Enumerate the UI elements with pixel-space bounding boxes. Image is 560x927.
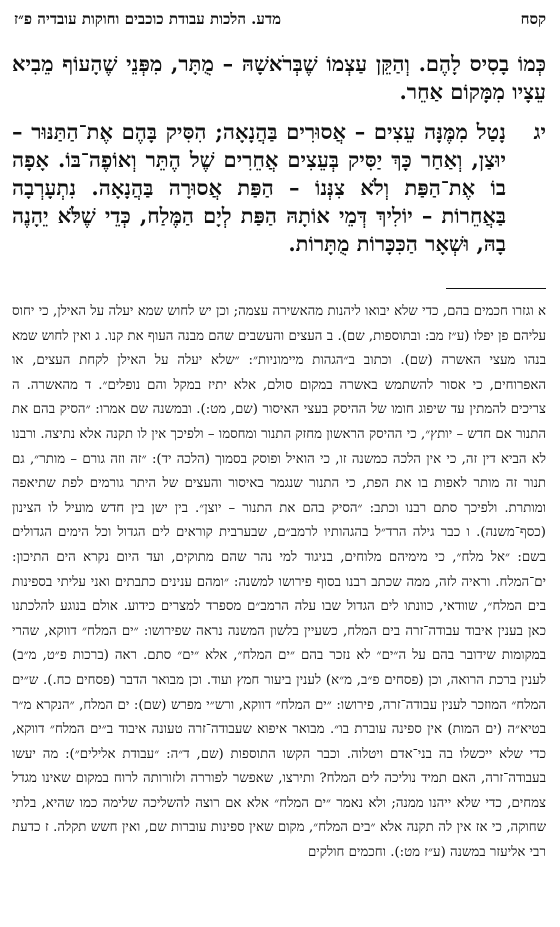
halacha-paragraph [12, 118, 546, 258]
page-header [14, 10, 546, 32]
footnote-divider [446, 288, 546, 289]
page-number: קסח [520, 10, 546, 28]
main-text [12, 50, 546, 258]
running-title: מדע. הלכות עבודת כוכבים וחוקות עובדיה פ״ז [14, 10, 281, 28]
footnotes-text: א וגזרו חכמים בהם, כדי שלא יבואו ליהנות מהאשירה עצמה; וכן יש לחוש שמא יעלה על האילן, כי יחוס עליהם פן יפלו (ע״ז מב: ובתוספות, שם). ב העצים והעשבים שהם מבנה העוף את קנו. ג ואין לחוש שמא בנהו מעצי האשרה (שם). וכתוב ב״הגהות מיימוניות״: ״שלא יעלה על האילן לקחת העצים, או האפרוחים, כי אסור להשתמש באשרה במקום סולם, אלא יתיז במקל והם נופלים״. ד מהאשרה. ה צריכים להמתין עד שיפוג חומו של ההיסק בעצי האיסור (שם, מט:). ובמשנה שם אמרו: ״הסיק בהם את התנור אם חדש – יותץ״, כי ההיסק הראשון מחזק התנור ומחסמו – ולפיכך אין לו תקנה אלא נתיצה. ורבנו לא הביא דין זה, כי אין הלכה כמשנה זו, כי הואיל ופוסק בסמוך (הלכה יד): ״זה וזה גורם – מותר״, גם תנור זה מותר לאפות בו את הפת, כי התנור שנגמר באיסור והעצים של היתר גורמים לפת שתיאפה ומותרת. ולפיכך סתם רבנו וכתב: ״הסיק בהם את התנור – יוצן״. בין ישן בין חדש מועיל לו הצינון (כסף־משנה). ו כבר גילה הרד״ל בהגהותיו לרמב״ם, שבערבית קוראים לים הגדול וכל הימים הגדולים בשם: ״אל מלח״, כי מימיהם מלוחים, בניגוד למי נהר שהם מתוקים, ועד היום נקרא הים התיכון: ים־המלח. וראיה לזה, ממה שכתב רבנו בסוף פירושו למשנה: ״ומהם ענינים כתבתים ואני עליתי בספינות בים המלח״, שוודאי, כוונתו לים הגדול שבו עלה הרמב״ם מספרד למצרים כידוע. אולם בנוגע להלכתנו כאן בענין איבוד עבודה־זרה בים המלח, כשעיין בלשון המשנה נראה שפירושו: ״ים המלח״ דווקא, שהרי במקומות שידובר בהם על ה״ים״ לא נזכר בהם ״ים המלח״, אלא ״ים״ סתם. ראה (ברכות פ״ט, מ״ב) לענין ברכת הרואה, וכן (פסחים פ״ב, מ״א) לענין ביעור חמץ ועוד. וכן מבואר הדבר (פסחים כח.). ש״ים המלח״ המוזכר לענין עבודה־זרה, פירושו: ״ים המלח״ דווקא, ורש״י מפרש (שם): ים המלח, ״הנקרא מ״ר בטיא״ה (ים המות) אין ספינה עוברת בו״. מבואר איפוא שעבודה־זרה טעונה איבוד ב״ים המלח״ דווקא, כדי שלא ייכשלו בה בני־אדם ויטלוה. וכבר הקשו התוספות (שם, ד״ה: ״עבודת אלילים״): מה יעשו בעבודה־זרה, האם תמיד נוליכה לים המלח? ותירצו, שאפשר לפוררה ולזורותה לרוח במקום שאינו מגדל צמחים, כדי שלא ייהנו ממנה; ולא נאמר ״ים המלח״ אלא אם רוצה להשליכה שלימה כמו שהיא, בלתי שחוקה, כי אז אין לה תקנה אלא ״בים המלח״, מקום שאין ספינות עוברות שם, ואין חשש תקלה. ז כדעת רבי אליעזר במשנה (ע״ז מט:). וחכמים חולקים [12, 304, 546, 861]
halacha-text: נָטַל מִמֶּנָּה עֵצִים – אֲסוּרִים בַּהֲנָאָה; הִסִּיק בָּהֶם אֶת־הַתַּנּוּר – יוּצַן, וְאַחַר כָּךְ יַסִּיק בְּעֵצִים אֲחֵרִים שֶׁל הֶתֵּר וְאוֹפֶה־בּוֹ. אָפָה בוֹ אֶת־הַפַּת וְלֹא צִנְּנוֹ – הַפַּת אֲסוּרָה בַּהֲנָאָה. נִתְעָרְבָה בַּאֲחֵרוֹת – יוֹלִיךְ דְּמֵי אוֹתָהּ הַפַּת לְיָם הַמֶּלַח, כְּדֵי שֶׁלֹּא יֵהָנֶה בָהּ, וּשְׁאָר הַכִּכָּרוֹת מֻתָּרוֹת. [12, 119, 506, 256]
halacha-number: יג [533, 119, 546, 144]
footnotes [12, 300, 546, 866]
continuation-paragraph: כְּמוֹ בָסִיס לָהֶם. וְהַקֵּן עַצְמוֹ שֶׁבְּרֹאשָׁהּ – מֻתָּר, מִפְּנֵי שֶׁהָעוֹף מֵבִיא עֵצָיו מִמָּקוֹם אַחֵר. [12, 51, 546, 104]
